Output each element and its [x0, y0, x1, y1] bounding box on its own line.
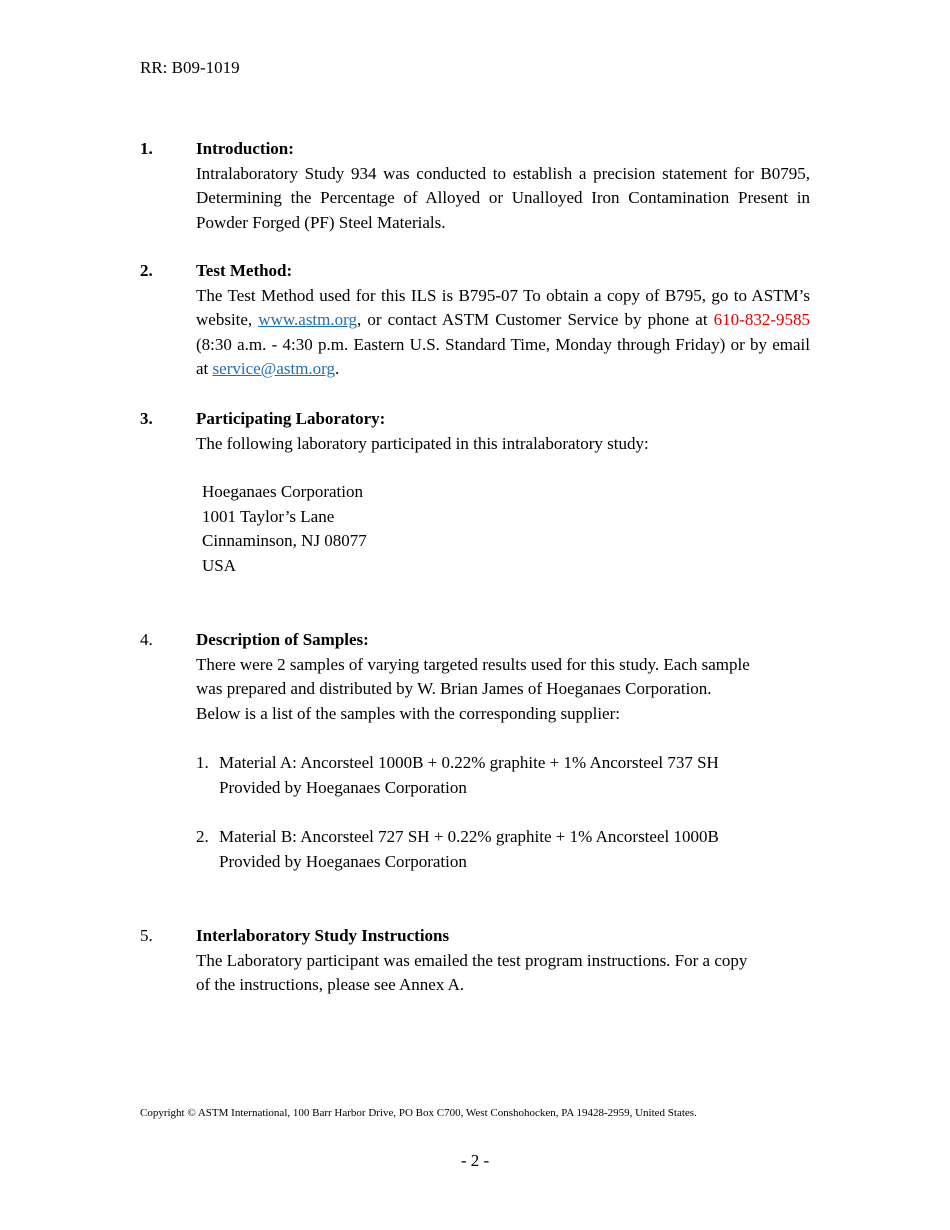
section-5 — [196, 924, 810, 998]
report-id: RR: B09-1019 — [140, 58, 240, 77]
section-5-title: Interlaboratory Study Instructions — [196, 926, 450, 945]
section-5-line: of the instructions, please see Annex A. — [196, 975, 465, 994]
section-2-text-3: (8:30 a.m. - 4:30 p.m. Eastern U.S. Standard Time, Monday through Friday) or by email at — [196, 334, 810, 378]
address-line: USA — [202, 555, 237, 575]
section-2 — [196, 259, 810, 382]
section-4-number: 4. — [140, 630, 153, 649]
section-3 — [196, 407, 810, 456]
section-4-line: There were 2 samples of varying targeted results used for this study. Each sample — [196, 654, 750, 674]
section-2-text-2: , or contact ASTM Customer Service by phone at — [357, 310, 714, 329]
section-5-number: 5. — [140, 926, 153, 945]
section-1 — [196, 137, 810, 235]
email-link[interactable]: service@astm.org — [212, 359, 336, 378]
section-2-text-4: . — [335, 359, 340, 378]
sample-provider: Provided by Hoeganaes Corporation — [219, 851, 467, 871]
sample-material: Material B: Ancorsteel 727 SH + 0.22% graphite + 1% Ancorsteel 1000B — [219, 827, 719, 846]
sample-item — [196, 825, 810, 874]
copyright-footer: Copyright © ASTM International, 100 Barr Harbor Drive, PO Box C700, West Conshohocken, PA 19428-2959, United States. — [140, 1107, 697, 1119]
section-3-body: The following laboratory participated in this intralaboratory study: — [196, 433, 649, 453]
sample-marker: 2. — [196, 827, 209, 846]
section-3-number: 3. — [140, 409, 153, 428]
section-3-title: Participating Laboratory: — [196, 409, 386, 428]
section-5-line: The Laboratory participant was emailed the test program instructions. For a copy — [196, 950, 748, 970]
sample-marker: 1. — [196, 753, 209, 772]
sample-material: Material A: Ancorsteel 1000B + 0.22% graphite + 1% Ancorsteel 737 SH — [219, 753, 719, 772]
section-1-body: Intralaboratory Study 934 was conducted to establish a precision statement for B0795, Determining the Percentage of Alloyed or Unalloyed Iron Contamination Present in Powder Forged (PF) Steel Materials. — [196, 163, 810, 232]
website-link[interactable]: www.astm.org — [258, 310, 357, 329]
section-4-title: Description of Samples: — [196, 630, 369, 649]
section-4-line: Below is a list of the samples with the corresponding supplier: — [196, 703, 620, 723]
section-1-number: 1. — [140, 139, 153, 158]
section-2-body — [196, 284, 810, 382]
section-4 — [196, 628, 810, 726]
address-line: Hoeganaes Corporation — [202, 482, 363, 501]
section-4-line: was prepared and distributed by W. Brian James of Hoeganaes Corporation. — [196, 679, 712, 698]
sample-provider: Provided by Hoeganaes Corporation — [219, 777, 467, 797]
phone-number: 610-832-9585 — [713, 310, 810, 329]
section-2-number: 2. — [140, 261, 153, 280]
address-line: 1001 Taylor’s Lane — [202, 506, 335, 526]
lab-address — [202, 480, 367, 578]
address-line: Cinnaminson, NJ 08077 — [202, 531, 367, 550]
section-2-title: Test Method: — [196, 261, 293, 280]
section-1-title: Introduction: — [196, 139, 294, 158]
section-2-text-1: The Test Method used for this ILS is B795-07 To obtain a copy of B795, go to ASTM’s website, — [196, 285, 810, 329]
sample-item — [196, 751, 810, 800]
page-number: - 2 - — [460, 1151, 490, 1170]
